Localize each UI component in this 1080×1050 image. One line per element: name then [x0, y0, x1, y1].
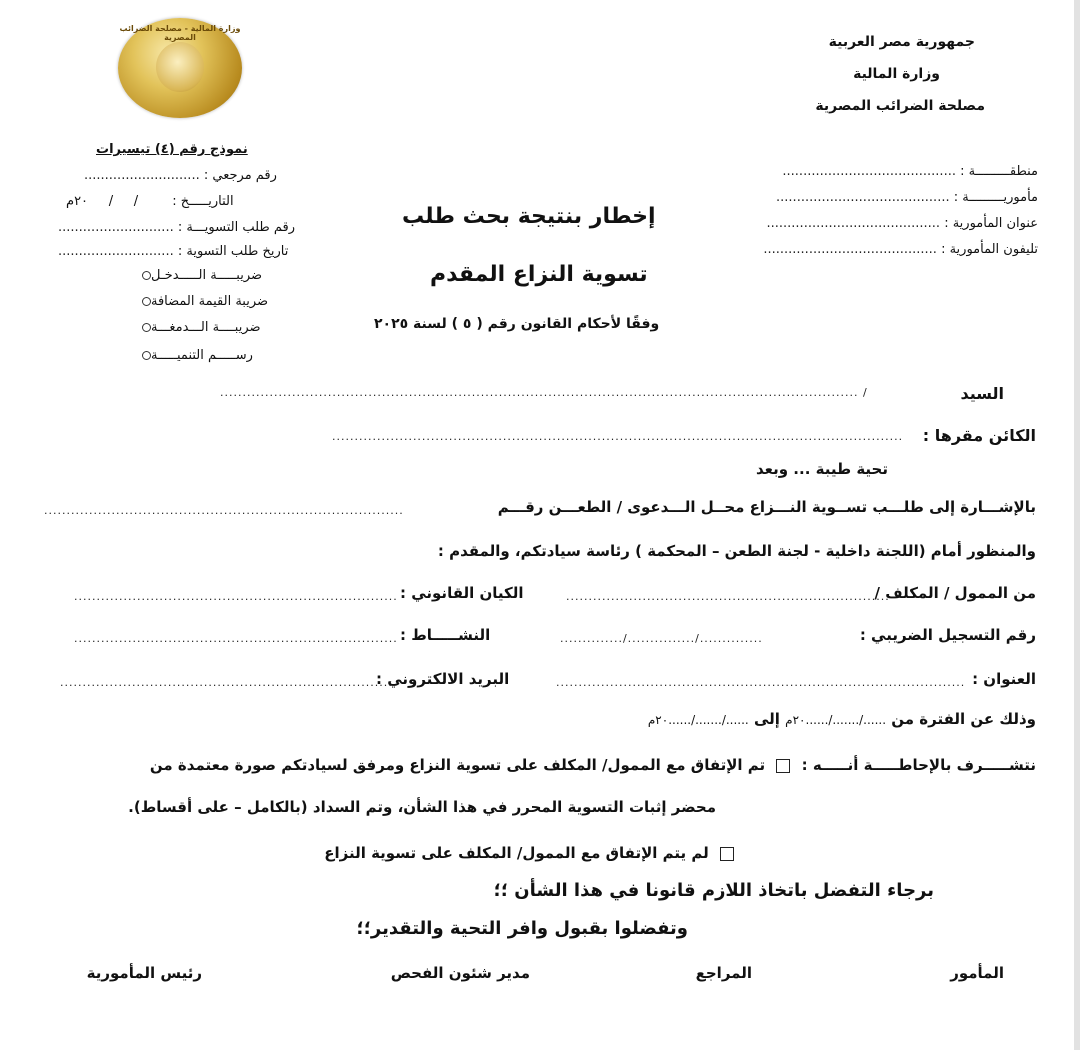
signature-office-head: رئيس المأمورية	[86, 964, 202, 982]
signature-reviewer: المراجع	[695, 964, 752, 982]
not-agreed-checkbox[interactable]	[720, 847, 734, 861]
tax-type-option[interactable]	[130, 268, 262, 283]
header-country: جمهورية مصر العربية	[828, 34, 975, 50]
settlement-date-field[interactable]: ............................	[58, 244, 174, 259]
taxpayer-field[interactable]: ........................................................................	[566, 590, 890, 603]
tax-reg-field[interactable]: ............../.............../..............	[560, 632, 763, 645]
reference-field[interactable]: ............................	[84, 168, 200, 183]
tax-reg-label: رقم التسجيل الضريبي :	[859, 626, 1036, 644]
settlement-no-field[interactable]: ............................	[58, 220, 174, 235]
office-phone-label: تليفون المأمورية :	[941, 242, 1038, 257]
header-ministry: وزارة المالية	[853, 66, 940, 82]
reference-row	[84, 168, 277, 183]
period-label: وذلك عن الفترة من	[891, 710, 1036, 728]
located-field[interactable]: ...............................................................................................................................	[332, 430, 904, 443]
tax-type-option[interactable]	[130, 348, 253, 363]
office-phone-row	[763, 242, 1038, 257]
addressee-field[interactable]: / ..............................................................................................................................................	[220, 386, 868, 399]
not-agreed-text: لم يتم الإتفاق مع الممول/ المكلف على تسوية النزاع	[324, 844, 709, 862]
request-line: برجاء التفضل باتخاذ اللازم قانونا في هذا الشأن ؛؛	[493, 880, 934, 901]
radio-icon[interactable]	[142, 351, 151, 360]
outcome-row-not-agreed	[324, 844, 740, 862]
reference-sentence: بالإشـــارة إلى طلـــب تســوية النـــزاع محــل الـــدعوى / الطعـــن رقـــم	[497, 498, 1036, 516]
settlement-date-row	[58, 244, 288, 259]
addressee-label: السيد	[960, 384, 1004, 403]
agreed-text-continued: محضر إثبات التسوية المحرر في هذا الشأن، وتم السداد (بالكامل – على أقساط).	[128, 798, 716, 816]
office-field[interactable]: ..........................................	[776, 190, 950, 205]
email-label: البريد الالكتروني :	[376, 670, 510, 688]
activity-field[interactable]: ........................................................................	[74, 632, 398, 645]
reference-label: رقم مرجعي :	[203, 168, 277, 183]
tax-type-label: ضريبـــــة الـــــدخـل	[151, 268, 263, 283]
taxpayer-label: من الممول / المكلف /	[874, 584, 1036, 602]
legal-entity-label: الكيان القانوني :	[400, 584, 524, 602]
settlement-no-label: رقم طلب التسويـــة :	[177, 220, 296, 235]
address-label: العنوان :	[972, 670, 1036, 688]
date-field[interactable]: / / ٢٠م	[66, 194, 139, 209]
region-field[interactable]: ..........................................	[782, 164, 956, 179]
logo-ring-text: وزارة المالية - مصلحة الضرائب المصرية	[119, 24, 241, 42]
agreed-text: تم الإتفاق مع الممول/ المكلف على تسوية النزاع ومرفق لسيادتكم صورة معتمدة من	[149, 756, 766, 774]
outcome-intro: نتشـــــرف بالإحاطـــــة أنـــــه :	[801, 756, 1036, 774]
title-line-1: إخطار بنتيجة بحث طلب	[402, 204, 656, 229]
signature-officer: المأمور	[950, 964, 1004, 982]
ministry-seal-icon	[118, 18, 242, 118]
tax-type-label: ضريبة القيمة المضافة	[151, 294, 269, 309]
logo-emblem	[156, 42, 204, 92]
region-row	[782, 164, 1038, 179]
settlement-no-row	[58, 220, 295, 235]
tax-type-option[interactable]	[130, 294, 268, 309]
office-address-row	[767, 216, 1039, 231]
period-row	[648, 710, 1036, 728]
case-number-field[interactable]: ................................................................................	[44, 504, 404, 517]
greeting: تحية طيبة ... وبعد	[756, 460, 888, 478]
closing-line: وتفضلوا بقبول وافر التحية والتقدير؛؛	[356, 918, 688, 939]
office-phone-field[interactable]: ..........................................	[763, 242, 937, 257]
region-label: منطقـــــــــة :	[960, 164, 1038, 179]
office-label: مأموريـــــــــة :	[953, 190, 1038, 205]
tax-type-label: ضريبــــة الـــدمغـــة	[151, 320, 261, 335]
period-from-field[interactable]: ....../......./......٢٠م	[785, 713, 887, 727]
email-field[interactable]: ..........................................................................	[60, 676, 393, 689]
header-authority: مصلحة الضرائب المصرية	[815, 98, 985, 114]
office-address-field[interactable]: ..........................................	[766, 216, 941, 231]
tax-type-label: رســـــم التنميـــــة	[151, 348, 253, 363]
legal-entity-field[interactable]: ........................................................................	[74, 590, 398, 603]
form-name: نموذج رقم (٤) تيسيرات	[96, 142, 248, 157]
title-line-2: تسوية النزاع المقدم	[430, 262, 648, 287]
period-to-field[interactable]: ....../......./......٢٠م	[647, 713, 749, 727]
title-line-3: وفقًا لأحكام القانون رقم ( ٥ ) لسنة ٢٠٢٥	[374, 316, 660, 332]
settlement-date-label: تاريخ طلب التسوية :	[177, 244, 289, 259]
tax-type-option[interactable]	[130, 320, 261, 335]
agreed-checkbox[interactable]	[776, 759, 790, 773]
office-address-label: عنوان المأمورية :	[944, 216, 1038, 231]
radio-icon[interactable]	[142, 271, 151, 280]
radio-icon[interactable]	[142, 323, 151, 332]
pending-sentence: والمنظور أمام (اللجنة داخلية - لجنة الطعن – المحكمة ) رئاسة سيادتكم، والمقدم :	[437, 542, 1036, 560]
activity-label: النشـــــاط :	[400, 626, 491, 644]
office-row	[776, 190, 1038, 205]
date-label: التاريـــــخ :	[172, 194, 234, 209]
radio-icon[interactable]	[142, 297, 151, 306]
page-edge	[1074, 0, 1080, 1050]
outcome-row-agreed	[150, 756, 1036, 774]
address-field[interactable]: ...........................................................................................	[556, 676, 966, 689]
signature-exam-director: مدير شئون الفحص	[390, 964, 530, 982]
period-to-label: إلى	[753, 710, 780, 728]
date-row	[66, 194, 234, 209]
located-label: الكائن مقرها :	[922, 426, 1036, 445]
